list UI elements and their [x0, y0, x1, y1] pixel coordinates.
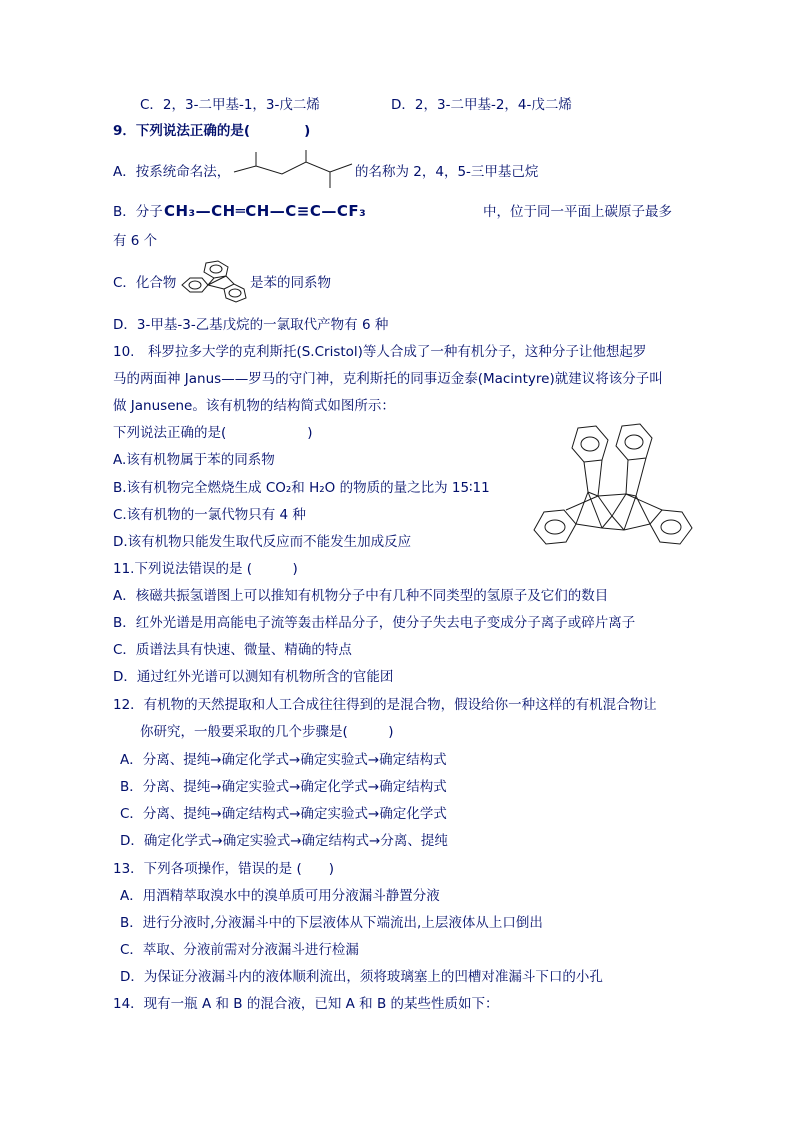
skeletal-formula-icon: [232, 148, 354, 190]
q13-option-b: B．进行分液时,分液漏斗中的下层液体从下端流出,上层液体从上口倒出: [120, 915, 543, 931]
q9-option-c-prefix: C．化合物: [113, 275, 177, 291]
q9-option-c-suffix: 是苯的同系物: [250, 275, 331, 291]
q9-option-a-prefix: A．按系统命名法，: [113, 164, 231, 180]
q13-option-c: C．萃取、分液前需对分液漏斗进行检漏: [120, 942, 359, 958]
q9-option-b-formula: CH₃—CH═CH—C≡C—CF₃: [164, 202, 367, 220]
q12-option-a: A．分离、提纯→确定化学式→确定实验式→确定结构式: [120, 752, 447, 768]
triptycene-structure-icon: [178, 258, 250, 304]
q10-option-b: B.该有机物完全燃烧生成 CO₂和 H₂O 的物质的量之比为 15∶11: [113, 480, 490, 496]
q10-option-c: C.该有机物的一氯代物只有 4 种: [113, 507, 306, 523]
q10-stem-line-1: 10. 科罗拉多大学的克利斯托(S.Cristol)等人合成了一种有机分子，这种分子让他想起罗: [113, 344, 647, 360]
q11-option-a: A．核磁共振氢谱图上可以推知有机物分子中有几种不同类型的氢原子及它们的数目: [113, 588, 609, 604]
q11-option-c: C．质谱法具有快速、微量、精确的特点: [113, 642, 352, 658]
q10-option-d: D.该有机物只能发生取代反应而不能发生加成反应: [113, 534, 412, 550]
q11-stem: 11.下列说法错误的是 ( ): [113, 561, 298, 577]
q8-option-c: C．2，3-二甲基-1，3-戊二烯: [140, 97, 320, 113]
q12-option-b: B．分离、提纯→确定实验式→确定化学式→确定结构式: [120, 779, 447, 795]
q9-stem: 9．下列说法正确的是( ): [113, 123, 311, 139]
q12-stem-line-2: 你研究，一般要采取的几个步骤是( ): [140, 724, 394, 740]
q9-option-d: D．3-甲基-3-乙基戊烷的一氯取代产物有 6 种: [113, 317, 389, 333]
q9-option-b-suffix: 中，位于同一平面上碳原子最多: [483, 204, 672, 220]
q12-option-c: C．分离、提纯→确定结构式→确定实验式→确定化学式: [120, 806, 447, 822]
q10-stem-line-4: 下列说法正确的是( ): [113, 425, 313, 441]
janusene-structure-icon: [530, 418, 696, 560]
q8-option-d: D．2，3-二甲基-2，4-戊二烯: [391, 97, 572, 113]
q10-option-a: A.该有机物属于苯的同系物: [113, 452, 275, 468]
q10-stem-line-2: 马的两面神 Janus——罗马的守门神，克利斯托的同事迈金泰(Macintyre)就建议将该分子叫: [113, 371, 663, 387]
q13-stem: 13．下列各项操作，错误的是 ( ): [113, 861, 335, 877]
q9-option-b-continuation: 有 6 个: [113, 233, 158, 249]
q13-option-d: D．为保证分液漏斗内的液体顺利流出，须将玻璃塞上的凹槽对准漏斗下口的小孔: [120, 969, 603, 985]
q12-stem-line-1: 12．有机物的天然提取和人工合成往往得到的是混合物，假设给你一种这样的有机混合物让: [113, 697, 657, 713]
q9-option-b-prefix: B．分子: [113, 204, 163, 220]
q11-option-d: D．通过红外光谱可以测知有机物所含的官能团: [113, 669, 394, 685]
q14-stem: 14．现有一瓶 A 和 B 的混合液，已知 A 和 B 的某些性质如下：: [113, 996, 499, 1012]
q9-option-a-suffix: 的名称为 2，4，5-三甲基己烷: [355, 164, 539, 180]
q10-stem-line-3: 做 Janusene。该有机物的结构简式如图所示：: [113, 398, 395, 414]
q12-option-d: D．确定化学式→确定实验式→确定结构式→分离、提纯: [120, 833, 448, 849]
q13-option-a: A．用酒精萃取溴水中的溴单质可用分液漏斗静置分液: [120, 888, 440, 904]
q11-option-b: B．红外光谱是用高能电子流等轰击样品分子，使分子失去电子变成分子离子或碎片离子: [113, 615, 636, 631]
